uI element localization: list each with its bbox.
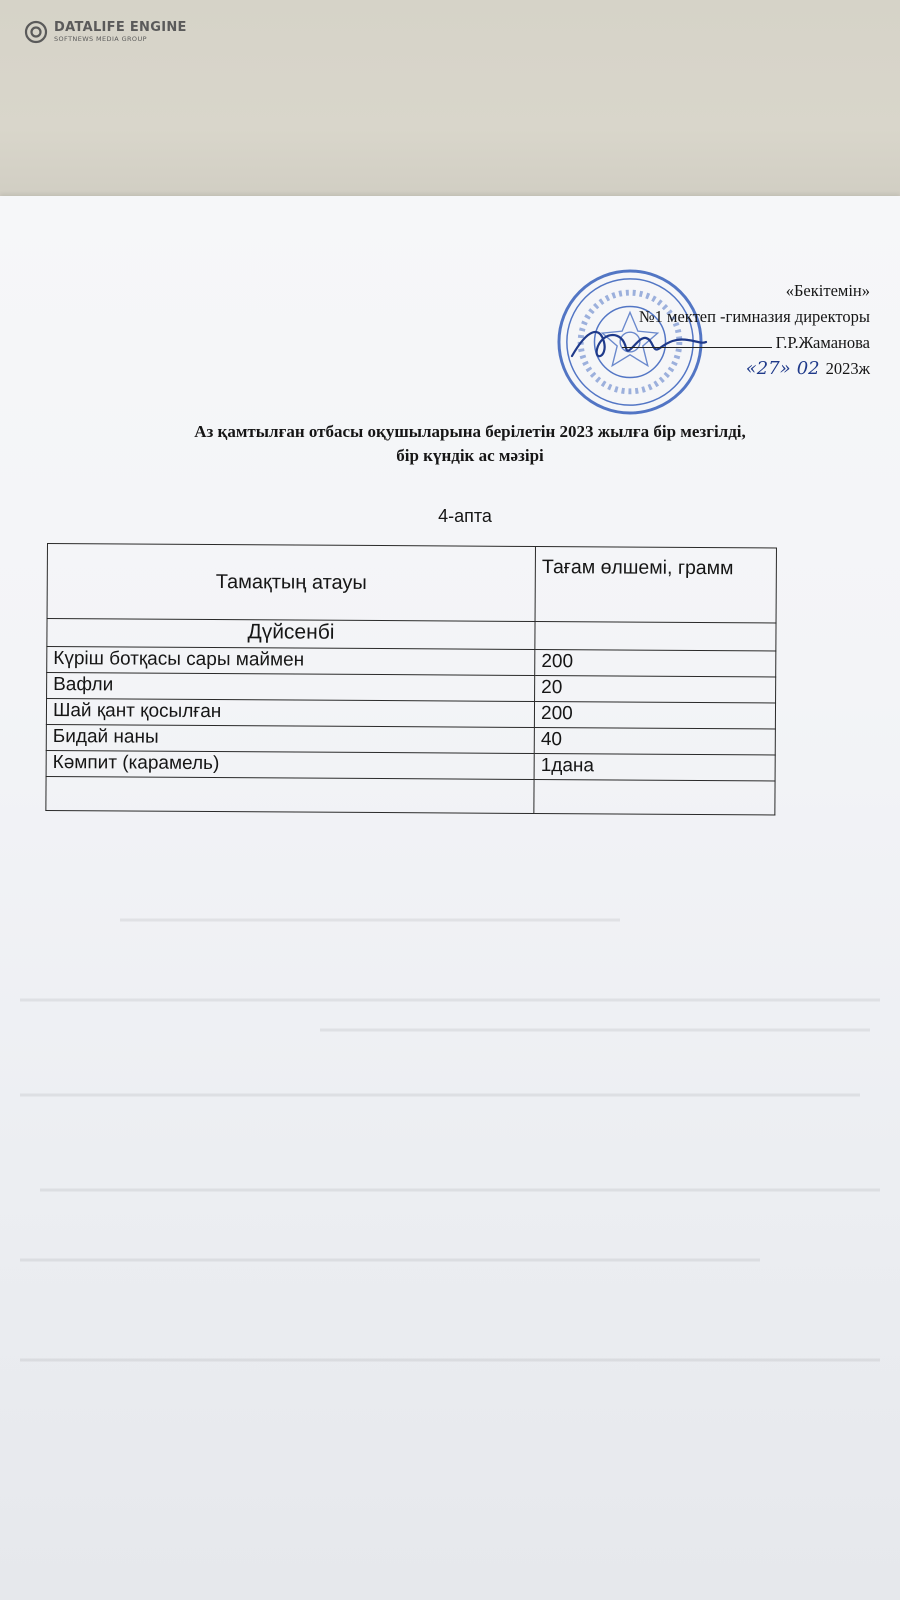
date-month: 02 <box>796 358 820 379</box>
dish-amount: 200 <box>534 701 775 728</box>
header-portion-size: Тағам өлшемі, грамм <box>535 546 776 622</box>
approval-signature-line <box>622 330 870 356</box>
signature-blank-line <box>622 347 772 348</box>
title-line-1: Аз қамтылған отбасы оқушыларына берілетін 2023 жылға бір мезгілді, <box>194 422 746 441</box>
dish-name: Вафли <box>47 673 535 702</box>
dish-amount: 1дана <box>534 753 775 780</box>
dish-name: Шай қант қосылған <box>46 699 534 728</box>
dish-name: Күріш ботқасы сары маймен <box>47 647 535 676</box>
empty-cell <box>46 776 534 813</box>
approval-position: №1 мектеп -гимназия директоры <box>638 307 870 326</box>
document-paper <box>0 196 900 1600</box>
header-dish-name: Тамақтың атауы <box>47 544 536 622</box>
document-title <box>60 420 880 468</box>
director-name: Г.Р.Жаманова <box>775 333 870 352</box>
menu-table <box>45 543 777 815</box>
approval-heading: «Бекітемін» <box>785 281 870 300</box>
eye-ring-icon <box>24 20 48 44</box>
day-row <box>47 619 776 651</box>
day-amount-empty <box>535 621 776 650</box>
week-label: 4-апта <box>438 506 492 526</box>
watermark-title: DATALIFE ENGINE <box>54 20 187 36</box>
date-year: 2023ж <box>825 359 870 378</box>
dish-name: Кәмпит (карамель) <box>46 750 534 779</box>
table-header-row <box>47 544 776 623</box>
dish-amount: 200 <box>535 649 776 676</box>
dish-amount: 40 <box>534 727 775 754</box>
dish-amount: 20 <box>535 675 776 702</box>
approval-date <box>622 356 870 382</box>
site-watermark <box>24 20 187 44</box>
watermark-subtitle: SOFTNEWS MEDIA GROUP <box>54 35 147 44</box>
date-day: «27» <box>745 358 791 379</box>
approval-block <box>622 278 870 382</box>
title-line-2: бір күндік ас мәзірі <box>396 446 544 465</box>
empty-row <box>46 776 775 814</box>
empty-cell <box>534 779 775 814</box>
dish-name: Бидай наны <box>46 724 534 753</box>
day-name: Дүйсенбі <box>47 619 535 650</box>
